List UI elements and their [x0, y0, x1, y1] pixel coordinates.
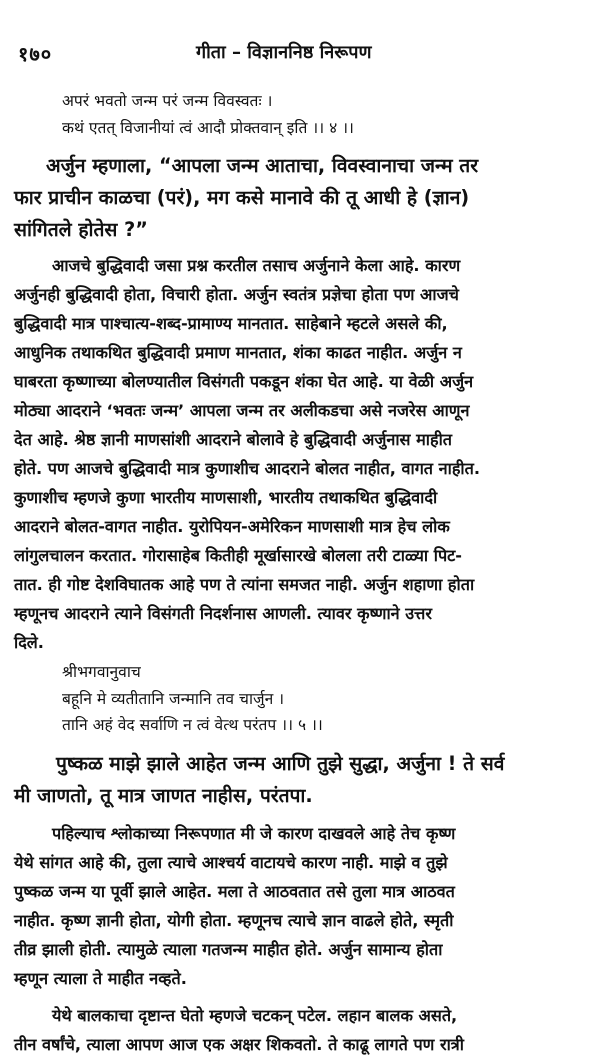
- verse-5-speaker: श्रीभगवानुवाच: [62, 663, 141, 681]
- running-header: गीता – विज्ञाननिष्ठ निरूपण: [196, 42, 372, 63]
- commentary-line: तात. ही गोष्ट देशविघातक आहे पण ते त्यांना समजत नाही. अर्जुन शहाणा होता: [14, 575, 475, 594]
- commentary-line: आधुनिक तथाकथित बुद्धिवादी प्रमाण मानतात, शंका काढत नाहीत. अर्जुन न: [14, 343, 462, 362]
- page-number: १७०: [18, 42, 53, 66]
- commentary-line: येथे सांगत आहे की, तुला त्याचे आश्चर्य वाटायचे कारण नाही. माझे व तुझे: [14, 853, 448, 872]
- commentary-line: दिले.: [14, 633, 44, 652]
- commentary-line: येथे बालकाचा दृष्टान्त घेतो म्हणजे चटकन् पटेल. लहान बालक असते,: [52, 1006, 458, 1025]
- commentary-line: पहिल्याच श्लोकाच्या निरूपणात मी जे कारण दाखवले आहे तेच कृष्ण: [52, 824, 456, 843]
- commentary-line: कुणाशीच म्हणजे कुणा भारतीय माणसाशी, भारतीय तथाकथित बुद्धिवादी: [14, 488, 438, 507]
- translation-5-line: पुष्कळ माझे झाले आहेत जन्म आणि तुझे सुद्धा, अर्जुना ! ते सर्व: [56, 752, 505, 775]
- translation-4-line: फार प्राचीन काळचा (परं), मग कसे मानावे की तू आधी हे (ज्ञान): [14, 186, 470, 209]
- translation-5-line: मी जाणतो, तू मात्र जाणत नाहीस, परंतपा.: [14, 784, 313, 807]
- translation-4-line: सांगितले होतेस ?”: [14, 218, 148, 241]
- commentary-line: म्हणून त्याला ते माहीत नव्हते.: [14, 969, 187, 988]
- verse-5-line: तानि अहं वेद सर्वाणि न त्वं वेत्थ परंतप ।। ५ ।।: [62, 716, 323, 734]
- commentary-line: होते. पण आजचे बुद्धिवादी मात्र कुणाशीच आदराने बोलत नाहीत, वागत नाहीत.: [14, 459, 481, 478]
- commentary-line: तीव्र झाली होती. त्यामुळे त्याला गतजन्म माहीत होते. अर्जुन सामान्य होता: [14, 940, 443, 959]
- commentary-line: घाबरता कृष्णाच्या बोलण्यातील विसंगती पकडून शंका घेत आहे. या वेळी अर्जुन: [14, 372, 474, 391]
- commentary-line: देत आहे. श्रेष्ठ ज्ञानी माणसांशी आदराने बोलावे हे बुद्धिवादी अर्जुनास माहीत: [14, 430, 452, 449]
- commentary-line: तीन वर्षांचे, त्याला आपण आज एक अक्षर शिकवतो. ते काढू लागते पण रात्री: [14, 1035, 464, 1054]
- commentary-line: नाहीत. कृष्ण ज्ञानी होता, योगी होता. म्हणूनच त्याचे ज्ञान वाढले होते, स्मृती: [14, 911, 454, 930]
- translation-4-line: अर्जुन म्हणाला, “आपला जन्म आताचा, विवस्वानाचा जन्म तर: [46, 154, 479, 177]
- commentary-line: लांगुलचालन करतात. गोरासाहेब कितीही मूर्खासारखे बोलला तरी टाळ्या पिट-: [14, 546, 463, 565]
- commentary-line: बुद्धिवादी मात्र पाश्चात्य-शब्द-प्रामाण्य मानतात. साहेबाने म्हटले असले की,: [14, 314, 448, 333]
- commentary-line: म्हणूनच आदराने त्याने विसंगती निदर्शनास आणली. त्यावर कृष्णाने उत्तर: [14, 604, 432, 623]
- commentary-line: मोठ्या आदराने ‘भवतः जन्म’ आपला जन्म तर अलीकडचा असे नजरेस आणून: [14, 401, 470, 420]
- verse-4-line: कथं एतत् विजानीयां त्वं आदौ प्रोक्तवान् इति ।। ४ ।।: [62, 119, 354, 137]
- verse-4-line: अपरं भवतो जन्म परं जन्म विवस्वतः ।: [62, 92, 273, 110]
- commentary-line: अर्जुनही बुद्धिवादी होता, विचारी होता. अर्जुन स्वतंत्र प्रज्ञेचा होता पण आजचे: [14, 285, 459, 304]
- verse-5-line: बहूनि मे व्यतीतानि जन्मानि तव चार्जुन ।: [62, 690, 285, 708]
- commentary-line: आदराने बोलत-वागत नाहीत. युरोपियन-अमेरिकन माणसाशी मात्र हेच लोक: [14, 517, 450, 536]
- commentary-line: आजचे बुद्धिवादी जसा प्रश्न करतील तसाच अर्जुनाने केला आहे. कारण: [52, 256, 461, 275]
- commentary-line: पुष्कळ जन्म या पूर्वी झाले आहेत. मला ते आठवतात तसे तुला मात्र आठवत: [14, 882, 455, 901]
